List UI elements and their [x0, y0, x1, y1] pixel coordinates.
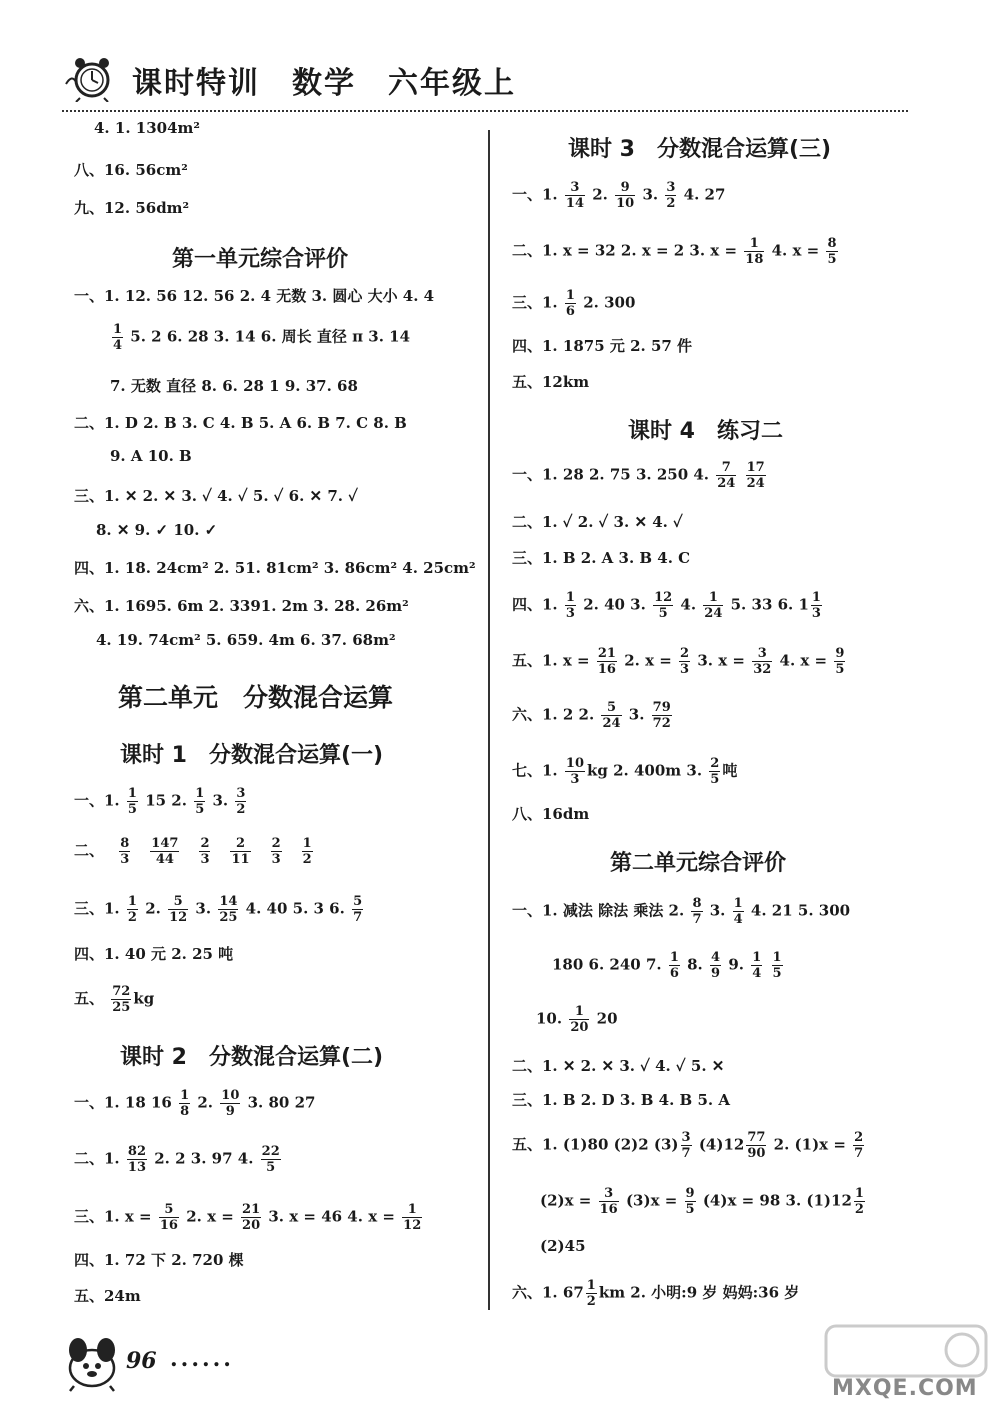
answer-line: 三、1. $\frac{1}{6}$ 2. 300 [512, 288, 636, 319]
column-divider [488, 130, 490, 1310]
answer-line: 六、1. 1695. 6m 2. 3391. 2m 3. 28. 26m² [74, 597, 409, 615]
answer-line: 一、1. 18 16 $\frac{1}{8}$ 2. $\frac{10}{9}$ 3. 80 27 [74, 1088, 316, 1119]
lesson-title: 课时 2 分数混合运算(二) [120, 1045, 384, 1070]
fraction: $\frac{2}{11}$ [231, 836, 250, 867]
answer-line: 8. ✕ 9. ✓ 10. ✓ [96, 521, 218, 539]
answer-line: 4. 19. 74cm² 5. 659. 4m 6. 37. 68m² [96, 631, 396, 649]
section-title: 第一单元综合评价 [172, 247, 349, 272]
fraction: $\frac{1}{2}$ [302, 836, 312, 867]
lesson-title: 课时 4 练习二 [628, 419, 783, 444]
unit-title: 第二单元 分数混合运算 [118, 683, 394, 712]
answer-line: 四、1. 40 元 2. 25 吨 [74, 945, 234, 963]
fraction: $\frac{1}{4}$ [113, 322, 123, 353]
answer-line: (2)x = $\frac{3}{16}$ (3)x = $\frac{9}{5}$ (4)x = 98 3. (1)12 $\frac{1}{2}$ [540, 1186, 864, 1217]
answer-line: 九、12. 56dm² [74, 199, 190, 217]
answer-line: 六、1. 67 $\frac{1}{2}$ km 2. 小明:9 岁 妈妈:36 岁 [512, 1278, 800, 1309]
answer-line: 二、 $\frac{8}{3}$ $\frac{147}{44}$ $\frac{2}{3}$ $\frac{2}{11}$ $\frac{2}{3}$ $\frac{1}{2}$ [74, 836, 312, 867]
answer-line: 9. A 10. B [110, 447, 192, 465]
answer-line: 10. $\frac{1}{20}$ 20 [536, 1004, 618, 1035]
fraction: $\frac{147}{44}$ [151, 836, 179, 867]
answer-line: 六、1. 2 2. $\frac{5}{24}$ 3. $\frac{79}{72}$ [512, 700, 671, 731]
answer-line: 4. 1. 1304m² [94, 119, 200, 137]
answer-line: 一、1. 减法 除法 乘法 2. $\frac{8}{7}$ 3. $\frac{1}{4}$ 4. 21 5. 300 [512, 896, 851, 927]
answer-line: 二、1. ✓ 2. ✓ 3. ✕ 4. ✓ [512, 513, 683, 531]
answer-line: 四、1. 18. 24cm² 2. 51. 81cm² 3. 86cm² 4. 25cm² [74, 559, 476, 577]
page-number-dots: ...... [170, 1346, 234, 1372]
answer-line: 五、 $\frac{72}{25}$ kg [74, 984, 155, 1015]
answer-line: (2)45 [540, 1237, 586, 1255]
answer-line: 二、1. D 2. B 3. C 4. B 5. A 6. B 7. C 8. B [74, 414, 407, 432]
answer-line: 四、1. 1875 元 2. 57 件 [512, 337, 693, 355]
answer-line: $\frac{1}{4}$ 5. 2 6. 28 3. 14 6. 周长 直径 π 3. 14 [113, 322, 411, 353]
section-title: 第二单元综合评价 [610, 851, 787, 876]
answer-line: 二、1. $\frac{82}{13}$ 2. 2 3. 97 4. $\frac{22}{5}$ [74, 1144, 280, 1175]
lesson-title: 课时 3 分数混合运算(三) [568, 137, 832, 162]
answer-line: 八、16dm [512, 805, 590, 823]
answer-line: 180 6. 240 7. $\frac{1}{6}$ 8. $\frac{4}{9}$ 9. $\frac{1}{4}$ $\frac{1}{5}$ [552, 950, 782, 981]
watermark-text: MXQE.COM [832, 1376, 978, 1401]
answer-line: 7. 无数 直径 8. 6. 28 1 9. 37. 68 [110, 377, 358, 395]
answer-line: 一、1. $\frac{3}{14}$ 2. $\frac{9}{10}$ 3. $\frac{3}{2}$ 4. 27 [512, 180, 726, 211]
answer-line: 五、1. (1)80 (2)2 (3) $\frac{3}{7}$ (4)12 $\frac{77}{90}$ 2. (1)x = $\frac{2}{7}$ [512, 1130, 864, 1161]
answer-line: 七、1. $\frac{10}{3}$ kg 2. 400m 3. $\frac{2}{5}$ 吨 [512, 756, 738, 787]
fraction: $\frac{8}{3}$ [120, 836, 130, 867]
answer-line: 二、1. ✕ 2. ✕ 3. ✓ 4. ✓ 5. ✕ [512, 1057, 725, 1075]
alarm-clock-mascot-icon [62, 54, 116, 102]
fraction: $\frac{2}{3}$ [200, 836, 210, 867]
answer-line: 八、16. 56cm² [74, 161, 188, 179]
cartoon-mascot-icon [62, 1328, 122, 1392]
answer-line: 五、1. x = $\frac{21}{16}$ 2. x = $\frac{2}{3}$ 3. x = $\frac{3}{32}$ 4. x = $\frac{9}{5}$ [512, 646, 845, 677]
answer-line: 三、1. x = $\frac{5}{16}$ 2. x = $\frac{21}{20}$ 3. x = 46 4. x = $\frac{1}{12}$ [74, 1202, 422, 1233]
answer-line: 二、1. x = 32 2. x = 2 3. x = $\frac{1}{18}$ 4. x = $\frac{8}{5}$ [512, 236, 837, 267]
fraction: $\frac{2}{3}$ [271, 836, 281, 867]
answer-line: 四、1. 72 下 2. 720 棵 [74, 1251, 244, 1269]
answer-line: 五、24m [74, 1287, 141, 1305]
page-header [62, 52, 922, 112]
answer-line: 三、1. B 2. A 3. B 4. C [512, 549, 691, 567]
header-title: 课时特训 数学 六年级上 [132, 66, 516, 101]
answer-line: 一、1. 28 2. 75 3. 250 4. $\frac{7}{24}$ $\frac{17}{24}$ [512, 460, 765, 491]
answer-line: 三、1. $\frac{1}{2}$ 2. $\frac{5}{12}$ 3. $\frac{14}{25}$ 4. 40 5. 3 6. $\frac{5}{7}$ [74, 894, 363, 925]
header-dotted-rule [62, 110, 908, 112]
answer-line: 五、12km [512, 373, 590, 391]
answer-line: 四、1. $\frac{1}{3}$ 2. 40 3. $\frac{12}{5}$ 4. $\frac{1}{24}$ 5. 33 6. 1 $\frac{1}{3}$ [512, 590, 821, 621]
answer-line: 一、1. 12. 56 12. 56 2. 4 无数 3. 圆心 大小 4. 4 [74, 287, 435, 305]
lesson-title: 课时 1 分数混合运算(一) [120, 743, 384, 768]
answer-line: 三、1. B 2. D 3. B 4. B 5. A [512, 1091, 730, 1109]
answer-line: 三、1. ✕ 2. ✕ 3. ✓ 4. ✓ 5. ✓ 6. ✕ 7. ✓ [74, 487, 358, 505]
page-number: 96 [126, 1348, 157, 1374]
answer-line: 一、1. $\frac{1}{5}$ 15 2. $\frac{1}{5}$ 3. $\frac{3}{2}$ [74, 786, 246, 817]
